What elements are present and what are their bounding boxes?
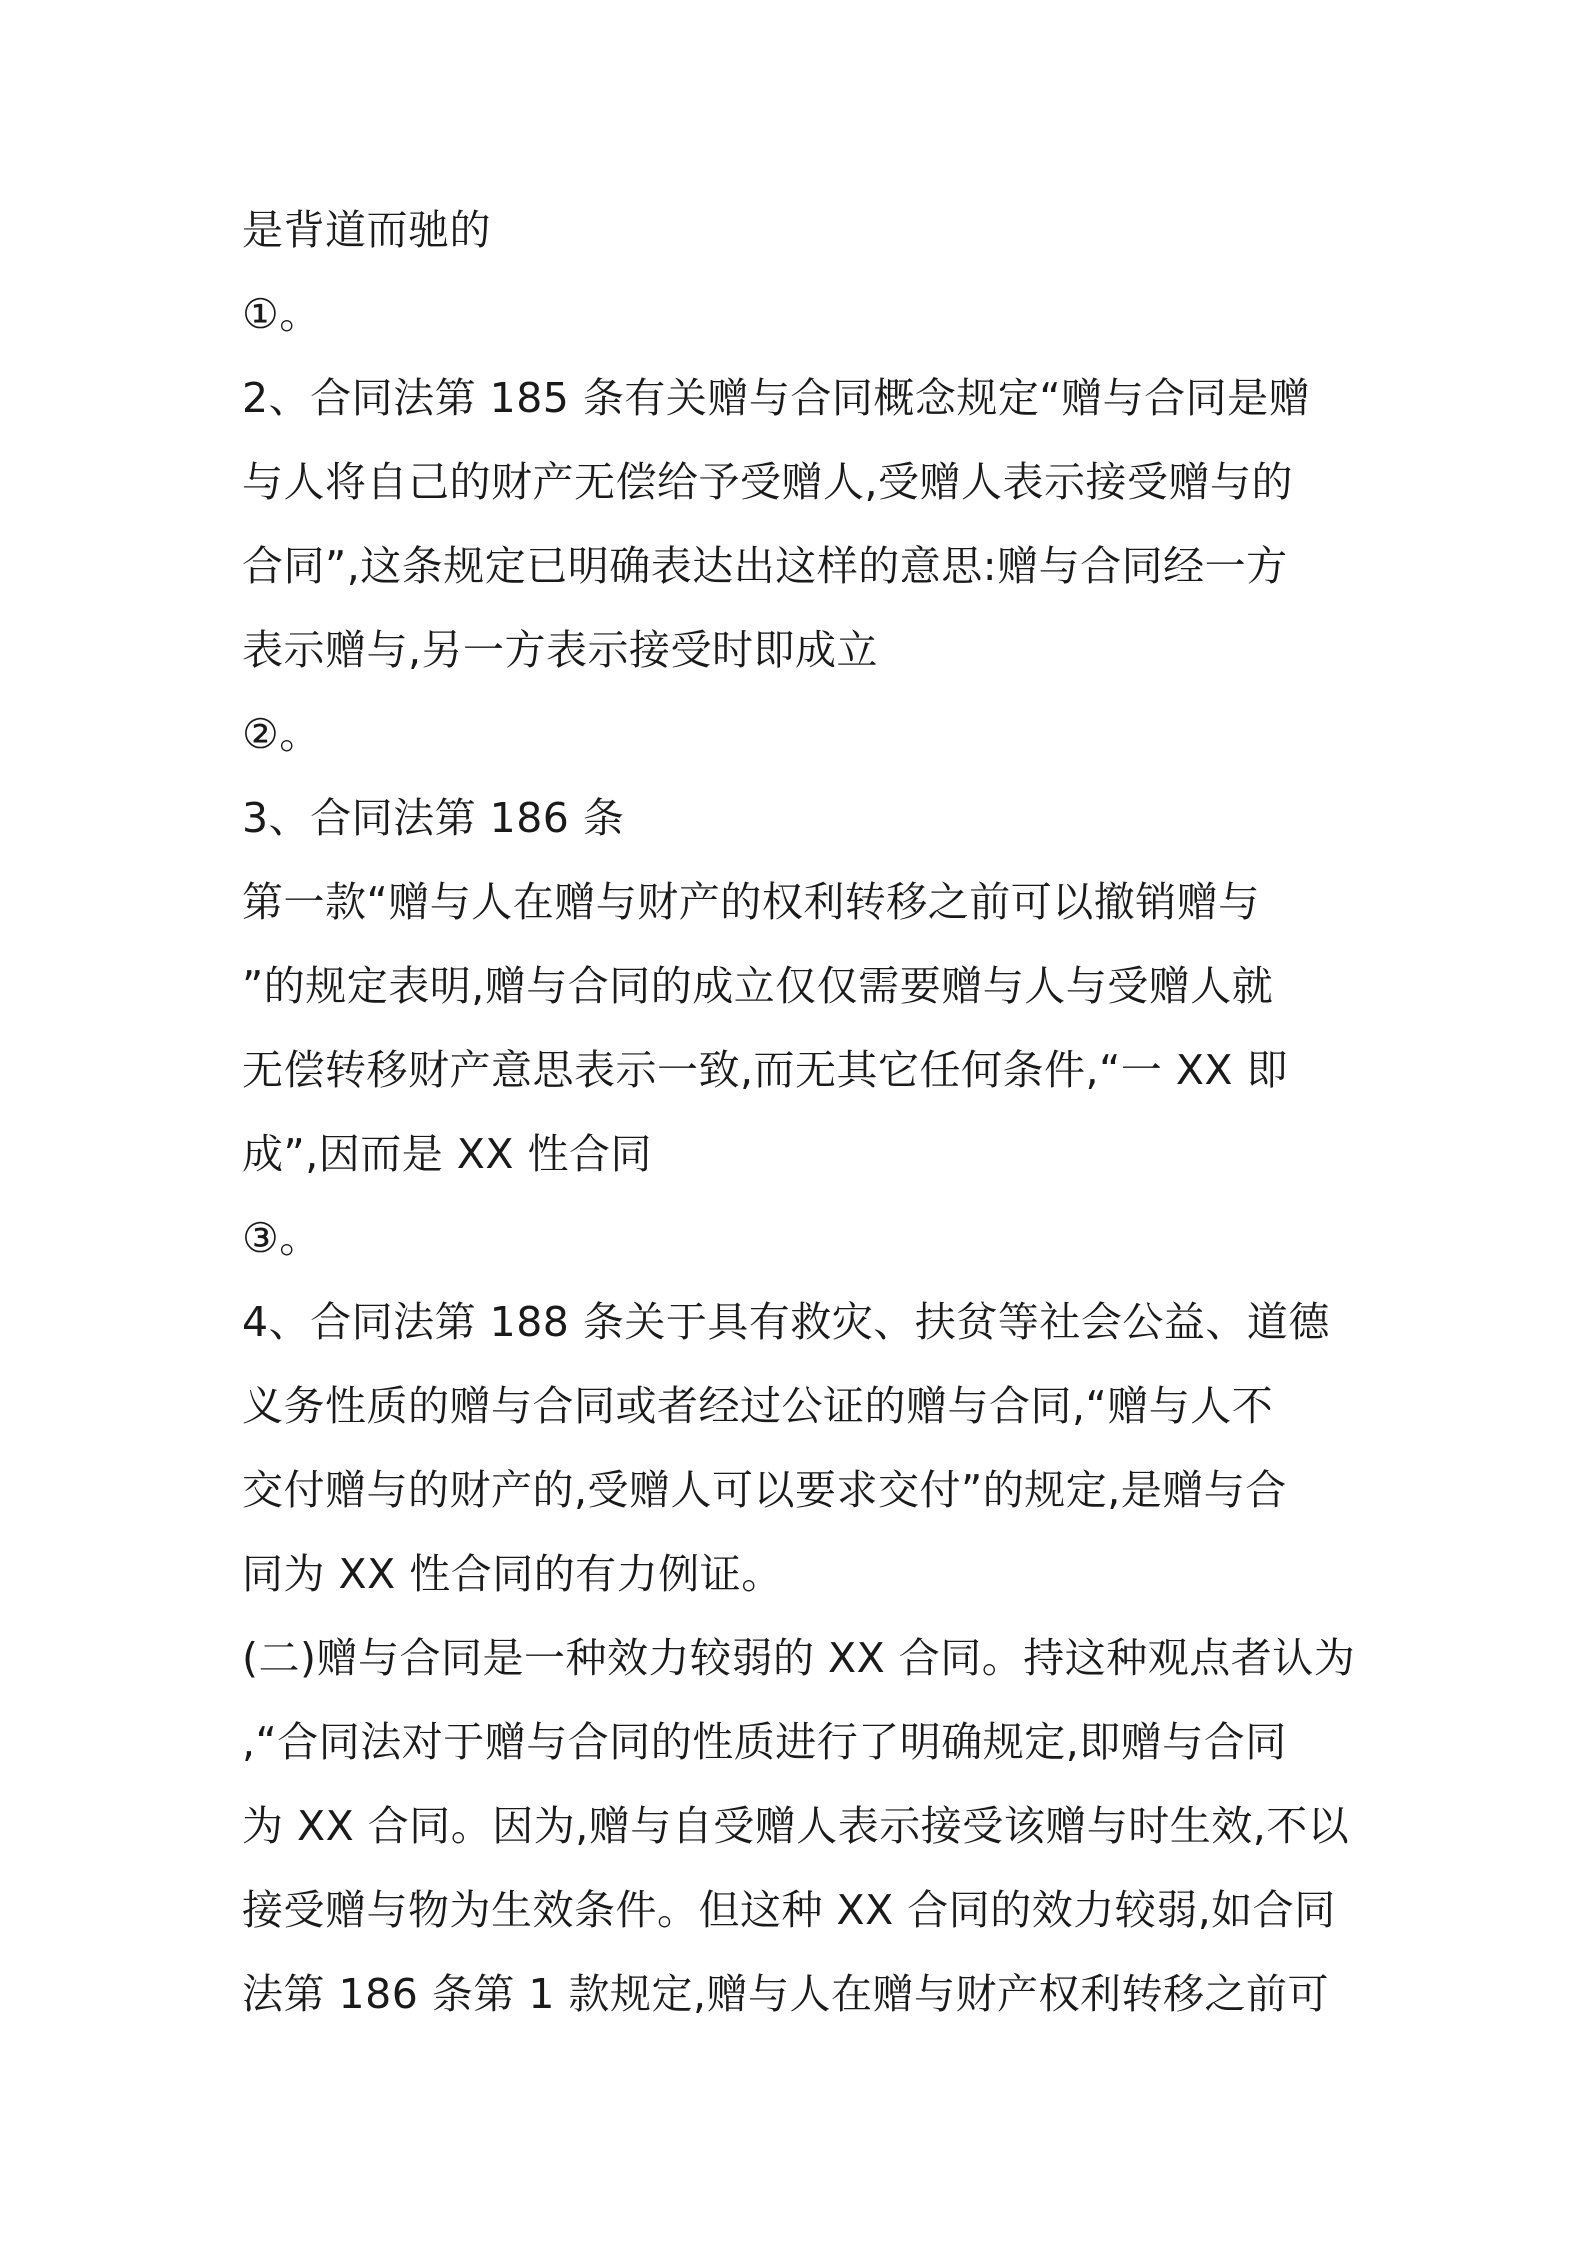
text-line: 第一款“赠与人在赠与财产的权利转移之前可以撤销赠与 [242, 878, 1260, 926]
text-line: 接受赠与物为生效条件。但这种 XX 合同的效力较弱,如合同 [242, 1886, 1336, 1934]
text-line: 3、合同法第 186 条 [242, 794, 625, 842]
text-line: 合同”,这条规定已明确表达出这样的意思:赠与合同经一方 [242, 542, 1288, 590]
text-line: 法第 186 条第 1 款规定,赠与人在赠与财产权利转移之前可 [242, 1970, 1330, 2018]
text-line: ①。 [242, 290, 321, 338]
text-line: 4、合同法第 188 条关于具有救灾、扶贫等社会公益、道德 [242, 1298, 1330, 1346]
text-line: 同为 XX 性合同的有力例证。 [242, 1550, 783, 1598]
text-line: 无偿转移财产意思表示一致,而无其它任何条件,“一 XX 即 [242, 1046, 1289, 1094]
text-line: 为 XX 合同。因为,赠与自受赠人表示接受该赠与时生效,不以 [242, 1802, 1350, 1850]
text-line: ②。 [242, 710, 321, 758]
text-line: 义务性质的赠与合同或者经过公证的赠与合同,“赠与人不 [242, 1382, 1274, 1430]
body-text [242, 188, 1362, 2036]
text-line: 交付赠与的财产的,受赠人可以要求交付”的规定,是赠与合 [242, 1466, 1287, 1514]
text-line: 是背道而驰的 [242, 206, 491, 254]
text-line: ”的规定表明,赠与合同的成立仅仅需要赠与人与受赠人就 [242, 962, 1274, 1010]
text-line: ,“合同法对于赠与合同的性质进行了明确规定,即赠与合同 [242, 1718, 1287, 1766]
text-line: (二)赠与合同是一种效力较弱的 XX 合同。持这种观点者认为 [242, 1634, 1356, 1682]
text-line: 表示赠与,另一方表示接受时即成立 [242, 626, 879, 674]
text-line: ③。 [242, 1214, 321, 1262]
text-line: 与人将自己的财产无偿给予受赠人,受赠人表示接受赠与的 [242, 458, 1294, 506]
text-line: 2、合同法第 185 条有关赠与合同概念规定“赠与合同是赠 [242, 374, 1311, 422]
text-line: 成”,因而是 XX 性合同 [242, 1130, 653, 1178]
